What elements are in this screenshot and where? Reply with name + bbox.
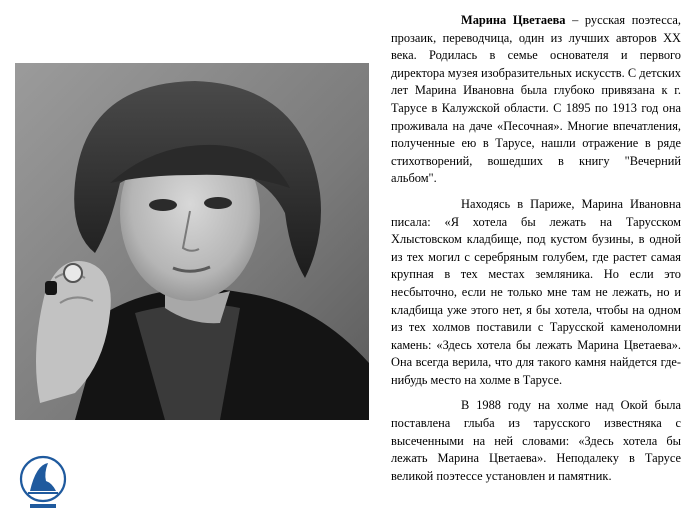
portrait-photo bbox=[15, 63, 369, 420]
poet-name: Марина Цветаева bbox=[461, 13, 566, 27]
text-column bbox=[391, 12, 681, 493]
paragraph-paris: Находясь в Париже, Марина Ивановна писала: «Я хотела бы лежать на Тарусском Хлыстовском кладбище, под кустом бузины, в одной из тех могил с серебряным голубем, где растет самая крупная в тех местах земляника. Но если это несбыточно, если не только мне там не лежать, но и кладбища уже этого нет, я бы хотела, чтобы на одном из тех холмов поставили с Тарусской каменоломни камень: «Здесь хотела бы лежать Марина Цветаева». Она всегда верила, что для такого камня найдется где-нибудь место на холме в Тарусе. bbox=[391, 196, 681, 387]
library-logo bbox=[18, 455, 68, 511]
paragraph-intro-text: – русская поэтесса, прозаик, переводчица, один из лучших авторов XX века. Родилась в семье основателя и первого директора музея изобразительных искусств. С детских лет Марина Ивановна была глубоко привязана к г. Тарусе в Калужской области. С 1895 по 1913 год она проживала на даче «Песочная». Многие впечатления, полученные ею в Тарусе, нашли отражение в ряде стихотворений, вошедших в книгу "Вечерний альбом". bbox=[391, 13, 681, 186]
paragraph-intro bbox=[391, 12, 681, 188]
paragraph-monument: В 1988 году на холме над Окой была поставлена глыба из тарусского известняка с высеченными на ней словами: «Здесь хотела бы лежать Марина Цветаева». Неподалеку в Тарусе великой поэтессе установлен и памятник. bbox=[391, 398, 681, 483]
